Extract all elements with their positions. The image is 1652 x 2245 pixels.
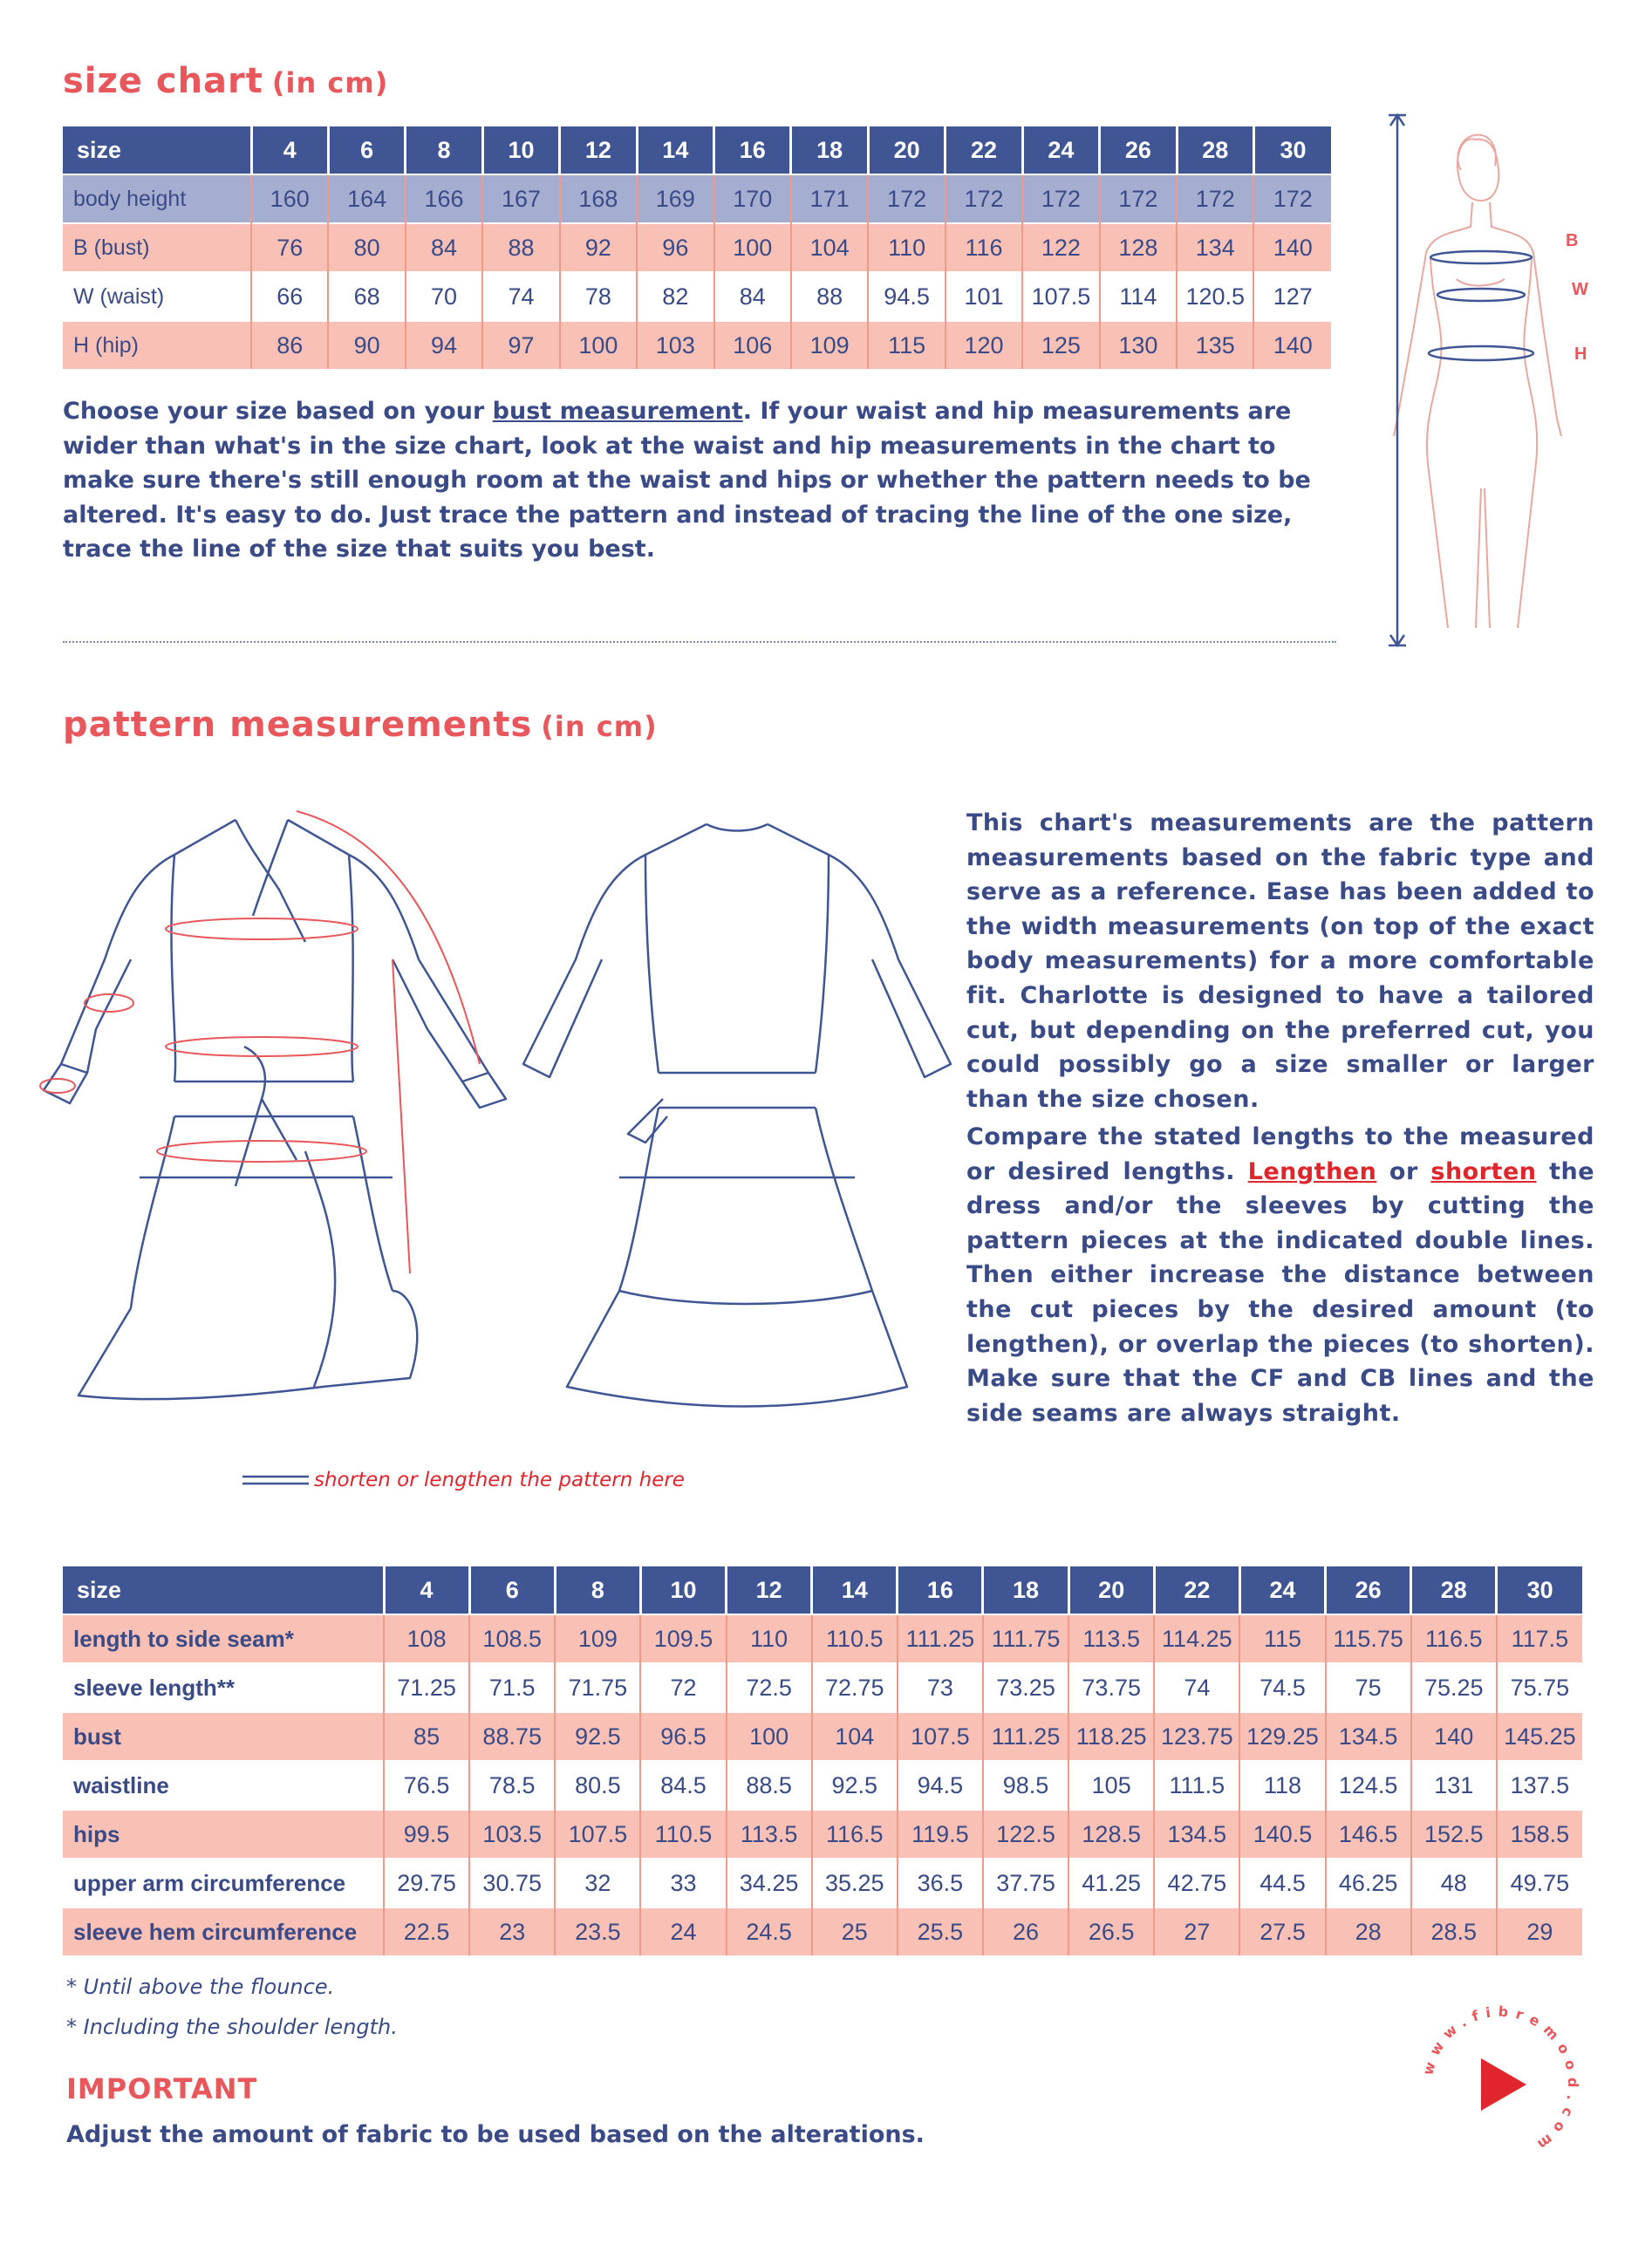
pattern-cell: 26.5 [1068,1907,1154,1955]
size-chart-paragraph [63,394,1345,567]
size-chart-cell: 127 [1253,272,1331,321]
pattern-header-size-18: 18 [983,1566,1068,1614]
pattern-cell: 75.75 [1497,1663,1582,1712]
section-divider [63,641,1336,643]
size-chart-cell: 172 [1177,174,1253,223]
size-chart-cell: 78 [560,272,637,321]
size-chart-cell: 164 [328,174,405,223]
pattern-cell: 71.75 [555,1663,640,1712]
pattern-cell: 73.75 [1068,1663,1154,1712]
size-chart-cell: 128 [1100,223,1177,272]
pattern-cell: 32 [555,1859,640,1907]
pattern-row [63,1810,1582,1859]
fibremood-logo [1413,1997,1587,2172]
pattern-cell: 113.5 [1068,1614,1154,1663]
pattern-cell: 109.5 [640,1614,726,1663]
pattern-cell: 140 [1411,1712,1497,1761]
pattern-header-size-20: 20 [1068,1566,1154,1614]
pattern-header-size-12: 12 [727,1566,812,1614]
play-triangle-icon [1481,2058,1526,2111]
pattern-header-size-label: size [63,1566,384,1614]
pattern-row [63,1761,1582,1810]
size-chart-cell: 140 [1253,321,1331,369]
pattern-cell: 131 [1411,1761,1497,1810]
pattern-cell: 24 [640,1907,726,1955]
pattern-cell: 113.5 [727,1810,812,1859]
pattern-header-size-16: 16 [898,1566,983,1614]
size-chart-header-size-16: 16 [714,126,791,174]
pattern-header-size-28: 28 [1411,1566,1497,1614]
size-chart-row-label: W (waist) [63,272,251,321]
size-chart-cell: 172 [1100,174,1177,223]
pattern-cell: 110 [727,1614,812,1663]
size-chart-cell: 116 [945,223,1022,272]
size-chart-header-size-28: 28 [1177,126,1253,174]
pattern-cell: 118.25 [1068,1712,1154,1761]
size-chart-cell: 68 [328,272,405,321]
para2-or: or [1376,1157,1431,1185]
pattern-cell: 74.5 [1239,1663,1325,1712]
pattern-cell: 72.75 [812,1663,898,1712]
para-pre: Choose your size based on your [63,398,493,425]
pattern-cell: 74 [1154,1663,1239,1712]
size-chart-cell: 171 [791,174,868,223]
pattern-cell: 96.5 [640,1712,726,1761]
size-chart-cell: 76 [251,223,328,272]
label-waist-marker: W [1572,280,1588,299]
pattern-paragraph-2 [966,1120,1594,1430]
size-chart-cell: 80 [328,223,405,272]
size-chart-header-size-24: 24 [1022,126,1099,174]
footnote-1: * Until above the flounce. [66,1975,335,1999]
size-chart-title [63,61,388,101]
size-chart-cell: 135 [1177,321,1253,369]
pattern-cell: 118 [1239,1761,1325,1810]
pattern-row [63,1614,1582,1663]
size-chart-cell: 114 [1100,272,1177,321]
pattern-cell: 116.5 [812,1810,898,1859]
pattern-cell: 29 [1497,1907,1582,1955]
pattern-cell: 110.5 [812,1614,898,1663]
important-heading: IMPORTANT [66,2072,258,2105]
size-chart-cell: 100 [714,223,791,272]
pattern-cell: 71.5 [469,1663,555,1712]
pattern-cell: 92.5 [812,1761,898,1810]
size-chart-header-size-30: 30 [1253,126,1331,174]
pattern-cell: 92.5 [555,1712,640,1761]
size-chart-cell: 86 [251,321,328,369]
pattern-header-row [63,1566,1582,1614]
size-chart-cell: 66 [251,272,328,321]
size-chart-cell: 169 [637,174,713,223]
size-chart-cell: 103 [637,321,713,369]
pattern-cell: 98.5 [983,1761,1068,1810]
pattern-cell: 30.75 [469,1859,555,1907]
pattern-cell: 110.5 [640,1810,726,1859]
pattern-cell: 76.5 [384,1761,469,1810]
pattern-cell: 108 [384,1614,469,1663]
size-chart-cell: 172 [868,174,945,223]
label-hip-marker: H [1574,345,1587,364]
pattern-cell: 44.5 [1239,1859,1325,1907]
size-chart-cell: 134 [1177,223,1253,272]
size-chart-cell: 94 [406,321,482,369]
pattern-unit: (in cm) [541,710,658,743]
size-chart-header-size-12: 12 [560,126,637,174]
size-chart-row [63,174,1331,223]
pattern-row-label: bust [63,1712,384,1761]
pattern-cell: 35.25 [812,1859,898,1907]
pattern-cell: 140.5 [1239,1810,1325,1859]
pattern-cell: 99.5 [384,1810,469,1859]
size-chart-cell: 88 [791,272,868,321]
size-chart-cell: 104 [791,223,868,272]
size-chart-cell: 140 [1253,223,1331,272]
pattern-cell: 146.5 [1326,1810,1411,1859]
pattern-cell: 103.5 [469,1810,555,1859]
pattern-cell: 111.25 [898,1614,983,1663]
pattern-cell: 119.5 [898,1810,983,1859]
para-post: . If your waist and hip measurements are wider than what's in the size chart, look at the waist and hip measurements in the chart to make sure there's still enough room at the waist and hips or whether the pattern needs to be altered. It's easy to do. Just trace the pattern and instead of tracing the line of the one size, trace the line of the size that suits you best. [63,398,1311,563]
pattern-cell: 111.5 [1154,1761,1239,1810]
pattern-cell: 28 [1326,1907,1411,1955]
important-text: Adjust the amount of fabric to be used based on the alterations. [66,2121,925,2148]
size-chart-cell: 96 [637,223,713,272]
shorten-lengthen-legend-text: shorten or lengthen the pattern here [314,1469,685,1491]
pattern-row-label: sleeve hem circumference [63,1907,384,1955]
size-chart-cell: 97 [482,321,559,369]
size-chart-cell: 166 [406,174,482,223]
shorten-lengthen-legend-line [241,1472,311,1490]
size-chart-row [63,272,1331,321]
size-chart-row [63,321,1331,369]
pattern-cell: 75 [1326,1663,1411,1712]
size-chart-cell: 167 [482,174,559,223]
pattern-cell: 28.5 [1411,1907,1497,1955]
size-chart-cell: 160 [251,174,328,223]
para2-a: Compare the stated lengths to the measured or desired lengths. [966,1123,1594,1185]
pattern-cell: 115 [1239,1614,1325,1663]
pattern-cell: 34.25 [727,1859,812,1907]
pattern-cell: 122.5 [983,1810,1068,1859]
pattern-header-size-14: 14 [812,1566,898,1614]
pattern-cell: 42.75 [1154,1859,1239,1907]
pattern-cell: 111.75 [983,1614,1068,1663]
pattern-measurements-title [63,705,658,745]
pattern-cell: 134.5 [1326,1712,1411,1761]
pattern-row-label: sleeve length** [63,1663,384,1712]
pattern-cell: 27 [1154,1907,1239,1955]
size-chart-cell: 168 [560,174,637,223]
size-chart-header-size-10: 10 [482,126,559,174]
pattern-cell: 107.5 [898,1712,983,1761]
pattern-cell: 71.25 [384,1663,469,1712]
pattern-cell: 123.75 [1154,1712,1239,1761]
pattern-row [63,1859,1582,1907]
size-chart-cell: 84 [714,272,791,321]
dress-back-illustration [515,785,968,1413]
pattern-cell: 26 [983,1907,1068,1955]
pattern-cell: 46.25 [1326,1859,1411,1907]
pattern-cell: 117.5 [1497,1614,1582,1663]
pattern-cell: 111.25 [983,1712,1068,1761]
pattern-cell: 33 [640,1859,726,1907]
pattern-cell: 84.5 [640,1761,726,1810]
pattern-cell: 152.5 [1411,1810,1497,1859]
size-chart-row-label: H (hip) [63,321,251,369]
pattern-cell: 23.5 [555,1907,640,1955]
size-chart-cell: 120 [945,321,1022,369]
lengthen-link: Lengthen [1247,1157,1377,1185]
size-chart-cell: 92 [560,223,637,272]
size-chart-cell: 125 [1022,321,1099,369]
pattern-cell: 25 [812,1907,898,1955]
pattern-cell: 145.25 [1497,1712,1582,1761]
pattern-cell: 25.5 [898,1907,983,1955]
pattern-cell: 134.5 [1154,1810,1239,1859]
pattern-cell: 36.5 [898,1859,983,1907]
pattern-row [63,1712,1582,1761]
size-chart-cell: 94.5 [868,272,945,321]
pattern-header-size-26: 26 [1326,1566,1411,1614]
size-chart-cell: 70 [406,272,482,321]
size-chart-header-size-label: size [63,126,251,174]
body-figure-illustration [1378,105,1605,663]
bust-measurement-link: bust measurement [492,398,743,425]
size-chart-header-size-14: 14 [637,126,713,174]
size-chart-header-row [63,126,1331,174]
pattern-row-label: hips [63,1810,384,1859]
pattern-cell: 129.25 [1239,1712,1325,1761]
size-chart-cell: 120.5 [1177,272,1253,321]
pattern-header-size-10: 10 [640,1566,726,1614]
pattern-cell: 88.75 [469,1712,555,1761]
pattern-cell: 105 [1068,1761,1154,1810]
pattern-row-label: waistline [63,1761,384,1810]
size-chart-cell: 84 [406,223,482,272]
pattern-row-label: length to side seam* [63,1614,384,1663]
pattern-cell: 80.5 [555,1761,640,1810]
pattern-cell: 37.75 [983,1859,1068,1907]
pattern-header-size-24: 24 [1239,1566,1325,1614]
pattern-row [63,1907,1582,1955]
pattern-header-size-6: 6 [469,1566,555,1614]
pattern-cell: 108.5 [469,1614,555,1663]
pattern-cell: 114.25 [1154,1614,1239,1663]
dress-front-illustration [26,785,515,1413]
size-chart-cell: 106 [714,321,791,369]
size-chart-cell: 100 [560,321,637,369]
pattern-cell: 49.75 [1497,1859,1582,1907]
size-chart-cell: 82 [637,272,713,321]
pattern-cell: 48 [1411,1859,1497,1907]
pattern-cell: 100 [727,1712,812,1761]
pattern-cell: 158.5 [1497,1810,1582,1859]
pattern-cell: 109 [555,1614,640,1663]
size-chart-header-size-18: 18 [791,126,868,174]
size-chart-unit: (in cm) [271,66,389,99]
size-chart-cell: 88 [482,223,559,272]
pattern-cell: 115.75 [1326,1614,1411,1663]
footnote-2: * Including the shoulder length. [66,2015,398,2039]
pattern-header-size-30: 30 [1497,1566,1582,1614]
pattern-cell: 94.5 [898,1761,983,1810]
pattern-header-size-4: 4 [384,1566,469,1614]
size-chart-cell: 101 [945,272,1022,321]
pattern-header-size-8: 8 [555,1566,640,1614]
pattern-cell: 107.5 [555,1810,640,1859]
pattern-title-text: pattern measurements [63,705,533,745]
shorten-link: shorten [1430,1157,1537,1185]
size-chart-cell: 107.5 [1022,272,1099,321]
pattern-row-label: upper arm circumference [63,1859,384,1907]
size-chart-table [63,126,1331,369]
size-chart-row-label: B (bust) [63,223,251,272]
size-chart-cell: 172 [1022,174,1099,223]
pattern-cell: 27.5 [1239,1907,1325,1955]
pattern-cell: 22.5 [384,1907,469,1955]
pattern-cell: 88.5 [727,1761,812,1810]
size-chart-header-size-22: 22 [945,126,1022,174]
size-chart-title-text: size chart [63,61,263,101]
size-chart-cell: 122 [1022,223,1099,272]
logo-text: www.fibremood.com [1419,2003,1582,2157]
pattern-cell: 116.5 [1411,1614,1497,1663]
pattern-cell: 72.5 [727,1663,812,1712]
size-chart-cell: 110 [868,223,945,272]
pattern-body [63,1614,1582,1955]
pattern-cell: 128.5 [1068,1810,1154,1859]
pattern-cell: 78.5 [469,1761,555,1810]
size-chart-row-label: body height [63,174,251,223]
pattern-cell: 75.25 [1411,1663,1497,1712]
pattern-row [63,1663,1582,1712]
pattern-paragraph-1: This chart's measurements are the pattern measurements based on the fabric type and serve as a reference. Ease has been added to the width measurements (on top of the exact body measurements) for a more comfortable fit. Charlotte is designed to have a tailored cut, but depending on the preferred cut, you could possibly go a size smaller or larger than the size chosen. [966,809,1594,1113]
pattern-cell: 72 [640,1663,726,1712]
size-chart-cell: 170 [714,174,791,223]
pattern-cell: 23 [469,1907,555,1955]
size-chart-header-size-20: 20 [868,126,945,174]
pattern-cell: 29.75 [384,1859,469,1907]
size-chart-cell: 172 [945,174,1022,223]
size-chart-header-size-8: 8 [406,126,482,174]
pattern-cell: 41.25 [1068,1859,1154,1907]
size-chart-cell: 90 [328,321,405,369]
size-chart-cell: 115 [868,321,945,369]
pattern-cell: 73 [898,1663,983,1712]
pattern-cell: 104 [812,1712,898,1761]
pattern-cell: 73.25 [983,1663,1068,1712]
size-chart-header-size-6: 6 [328,126,405,174]
pattern-cell: 85 [384,1712,469,1761]
size-chart-cell: 130 [1100,321,1177,369]
pattern-cell: 137.5 [1497,1761,1582,1810]
para2-b: the dress and/or the sleeves by cutting the pattern pieces at the indicated double lines. Then either increase the distance between the cut pieces by the desired amount (to lengthen), or overlap the pieces (to shorten). Make sure that the CF and CB lines and the side seams are always straight. [966,1157,1595,1427]
pattern-cell: 24.5 [727,1907,812,1955]
size-chart-header-size-4: 4 [251,126,328,174]
pattern-header-size-22: 22 [1154,1566,1239,1614]
size-chart-body [63,174,1331,369]
pattern-measurements-table [63,1566,1582,1955]
pattern-cell: 124.5 [1326,1761,1411,1810]
size-chart-cell: 74 [482,272,559,321]
size-chart-row [63,223,1331,272]
size-chart-cell: 172 [1253,174,1331,223]
size-chart-header-size-26: 26 [1100,126,1177,174]
label-bust-marker: B [1566,231,1579,250]
size-chart-cell: 109 [791,321,868,369]
